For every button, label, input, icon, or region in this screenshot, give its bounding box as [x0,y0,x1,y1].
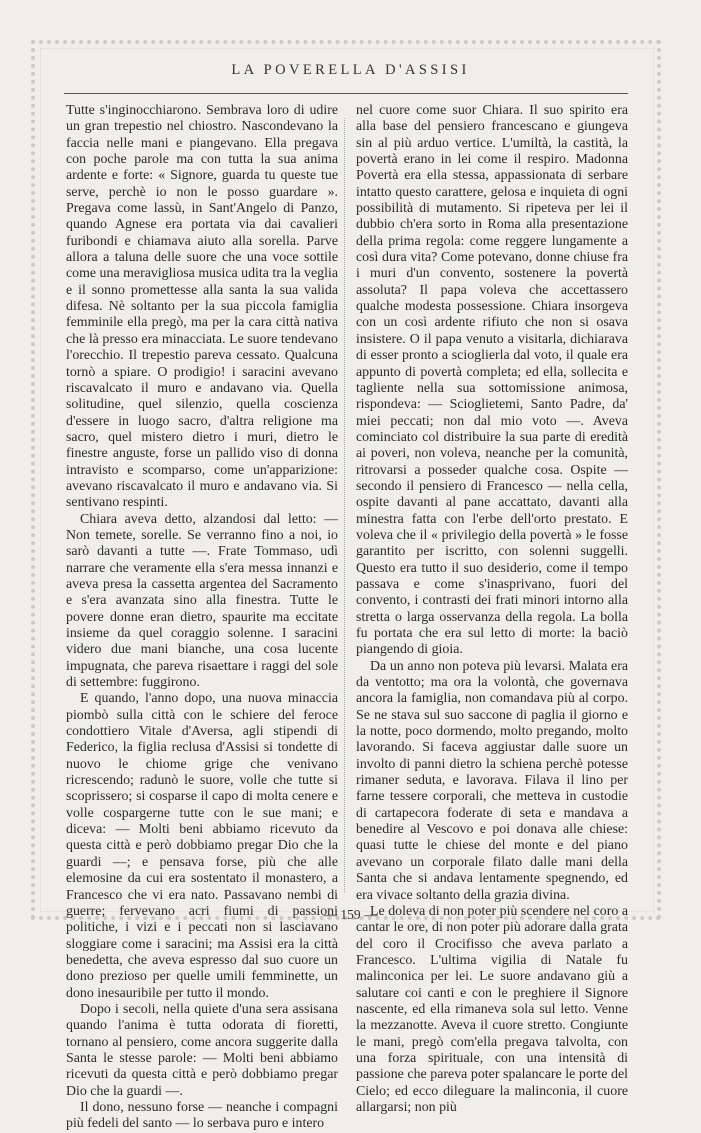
paragraph: nel cuore come suor Chiara. Il suo spirito era alla base del pensiero francescano e giungeva sin al più arduo vertice. L'umiltà, la castità, la povertà erano in lei come il respiro. Madonna Povertà era ella stessa, appassionata di serbare intatto questo carattere, gelosa e inquieta di ogni possibilità di mutamento. Si ripeteva per lei il dubbio ch'era sorto in Roma alla presentazione della prima regola: come reggere lungamente a così dura vita? Come potevano, donne chiuse fra i muri d'un convento, sostenere la povertà assoluta? Il papa voleva che accettassero qualche modesta possessione. Chiara insorgeva con un così ardente rifiuto che non si osava insistere. O il papa venuto a visitarla, dichiarava di esser pronto a scioglierla dal voto, il quale era appunto di povertà completa; ed ella, sollecita e tagliente nella sua sottomissione animosa, rispondeva: — Scioglietemi, Santo Padre, da' miei peccati; non dal mio voto —. Aveva cominciato col distribuire la sua parte di eredità ai poveri, non voleva, neanche per la comunità, ritrovarsi a posseder qualche cosa. Ospite — secondo il pensiero di Francesco — nella cella, ospite davanti al pane accattato, davanti alla minestra fatta con l'erbe dell'orto prestato. E voleva che il « privilegio della povertà » le fosse garantito per iscritto, con solenni suggelli. Questo era tutto il suo desiderio, come il tempo passava e come s'inasprivano, fuori del convento, i contrasti dei frati minori intorno alla stretta o larga osservanza della regola. La bolla fu portata che era sul letto di morte: la baciò piangendo di gioia. [356,103,628,658]
page-number: — 159 — [323,907,378,922]
paragraph: Tutte s'inginocchiarono. Sembrava loro di udire un gran trepestio nel chiostro. Nascondevano la faccia nelle mani e piangevano. Ella pregava con poche parole ma con tutta la sua anima ardente e forte: « Signore, guarda tu queste tue serve, perchè io non le posso guardare ». Pregava come lassù, in Sant'Angelo di Panzo, quando Agnese era portata via dai cavalieri furibondi e chiamava aiuto alla sorella. Parve allora a taluna delle suore che una voce sottile come una meravigliosa musica udita tra la veglia e il sonno promettesse alla santa la sua valida difesa. Nè soltanto per la sua piccola famiglia femminile ella pregò, ma per la cara città nativa che là presso era minacciata. Le suore tendevano l'orecchio. Il trepestio pareva cessato. Qualcuna tornò a spiare. O prodigio! i saracini avevano riscavalcato il muro e andavano via. Quella solitudine, quel silenzio, quella coscienza d'essere in luogo sacro, d'altra religione ma sacro, quel mistero dietro i muri, dietro le finestre anguste, forse un pallido viso di donna intravisto e scomparso, come un'apparizione: avevano riscavalcato il muro e andavano via. Si sentivano respinti. [66,103,338,511]
paragraph: Da un anno non poteva più levarsi. Malata era da ventotto; ma ora la volontà, che governava ancora la famiglia, non comandava più al corpo. Se ne stava sul suo saccone di paglia il giorno e la notte, poco dormendo, molto pregando, molto lavorando. Si faceva aggiustar dalle suore un involto di panni dietro la schiena perchè potesse rimaner seduta, e lavorava. Filava il lino per farne tessere corporali, che metteva in custodie di cartapecora foderate di seta e mandava a benedire al Vescovo e poi donava alle chiese: quasi tutte le chiese del monte e del piano avevano un corporale filato dalle mani della Santa che si andava lentamente spegnendo, ed era vivace soltanto della grazia divina. [356,658,628,903]
paragraph: E quando, l'anno dopo, una nuova minaccia piombò sulla città con le schiere del feroce condottiero Vitale d'Aversa, agli stipendi di Federico, la figlia reclusa d'Assisi si tondette di nuovo le chiome grige che venivano ricrescendo; radunò le suore, volle che tutte si scoprissero; si cosparse il capo di molta cenere e volle cospargerne tutte con le sue mani; e diceva: — Molti beni abbiamo ricevuto da questa città e però dobbiamo pregar Dio che la guardi —; e pensava forse, più che alle elemosine da cui era sostentato il monastero, a Francesco che vi era nato. Passavano nembi di guerre; fervevano acri fiumi di passioni politiche, i vizi e i peccati non si lasciavano sloggiare come i saracini; ma Assisi era la città benedetta, che aveva espresso dal suo cuore un dono prezioso per quelle umili femminette, un dono inesauribile per tutto il mondo. [66,691,338,1001]
paragraph: Chiara aveva detto, alzandosi dal letto: — Non temete, sorelle. Se verranno fino a noi, io sarò davanti a tutte —. Frate Tommaso, udì narrare che veramente ella s'era messa innanzi e aveva presa la cassetta argentea del Sacramento e s'era avanzata sino alla finestra. Tutte le povere donne eran dietro, spaurite ma eccitate insieme da quel coraggio solenne. I saracini videro due mani bianche, una cosa lucente impugnata, che pareva risaettare i raggi del sole di settembre: fuggirono. [66,511,338,691]
column-divider [344,118,345,893]
running-header: LA POVERELLA D'ASSISI [231,62,470,78]
paragraph: Il dono, nessuno forse — neanche i compagni più fedeli del santo — lo serbava puro e intero [66,1099,338,1132]
left-column [66,103,338,1132]
right-column [356,103,628,1115]
header-rule [64,93,628,94]
paragraph: Dopo i secoli, nella quiete d'una sera assisana quando l'anima è tutta odorata di fioretti, tornano al pensiero, come ancora suggerite dalla Santa le stesse parole: — Molti beni abbiamo ricevuti da questa città e però dobbiamo pregar Dio che la guardi —. [66,1001,338,1099]
paragraph: Le doleva di non poter più scendere nel coro a cantar le ore, di non poter più adorare dalla grata del coro il Crocifisso che aveva parlato a Francesco. L'ultima vigilia di Natale fu malinconica per lei. Le suore andavano giù a salutare coi canti e con le preghiere il Signore nascente, ed ella rimaneva sola sul letto. Venne la mezzanotte. Aveva il cuore stretto. Congiunte le mani, pregò com'ella pregava talvolta, con una forza spirituale, con una intensità di passione che pareva poter spalancare le porte del Cielo; ed ecco dileguare la malinconia, il cuore allargarsi; non più [356,903,628,1115]
